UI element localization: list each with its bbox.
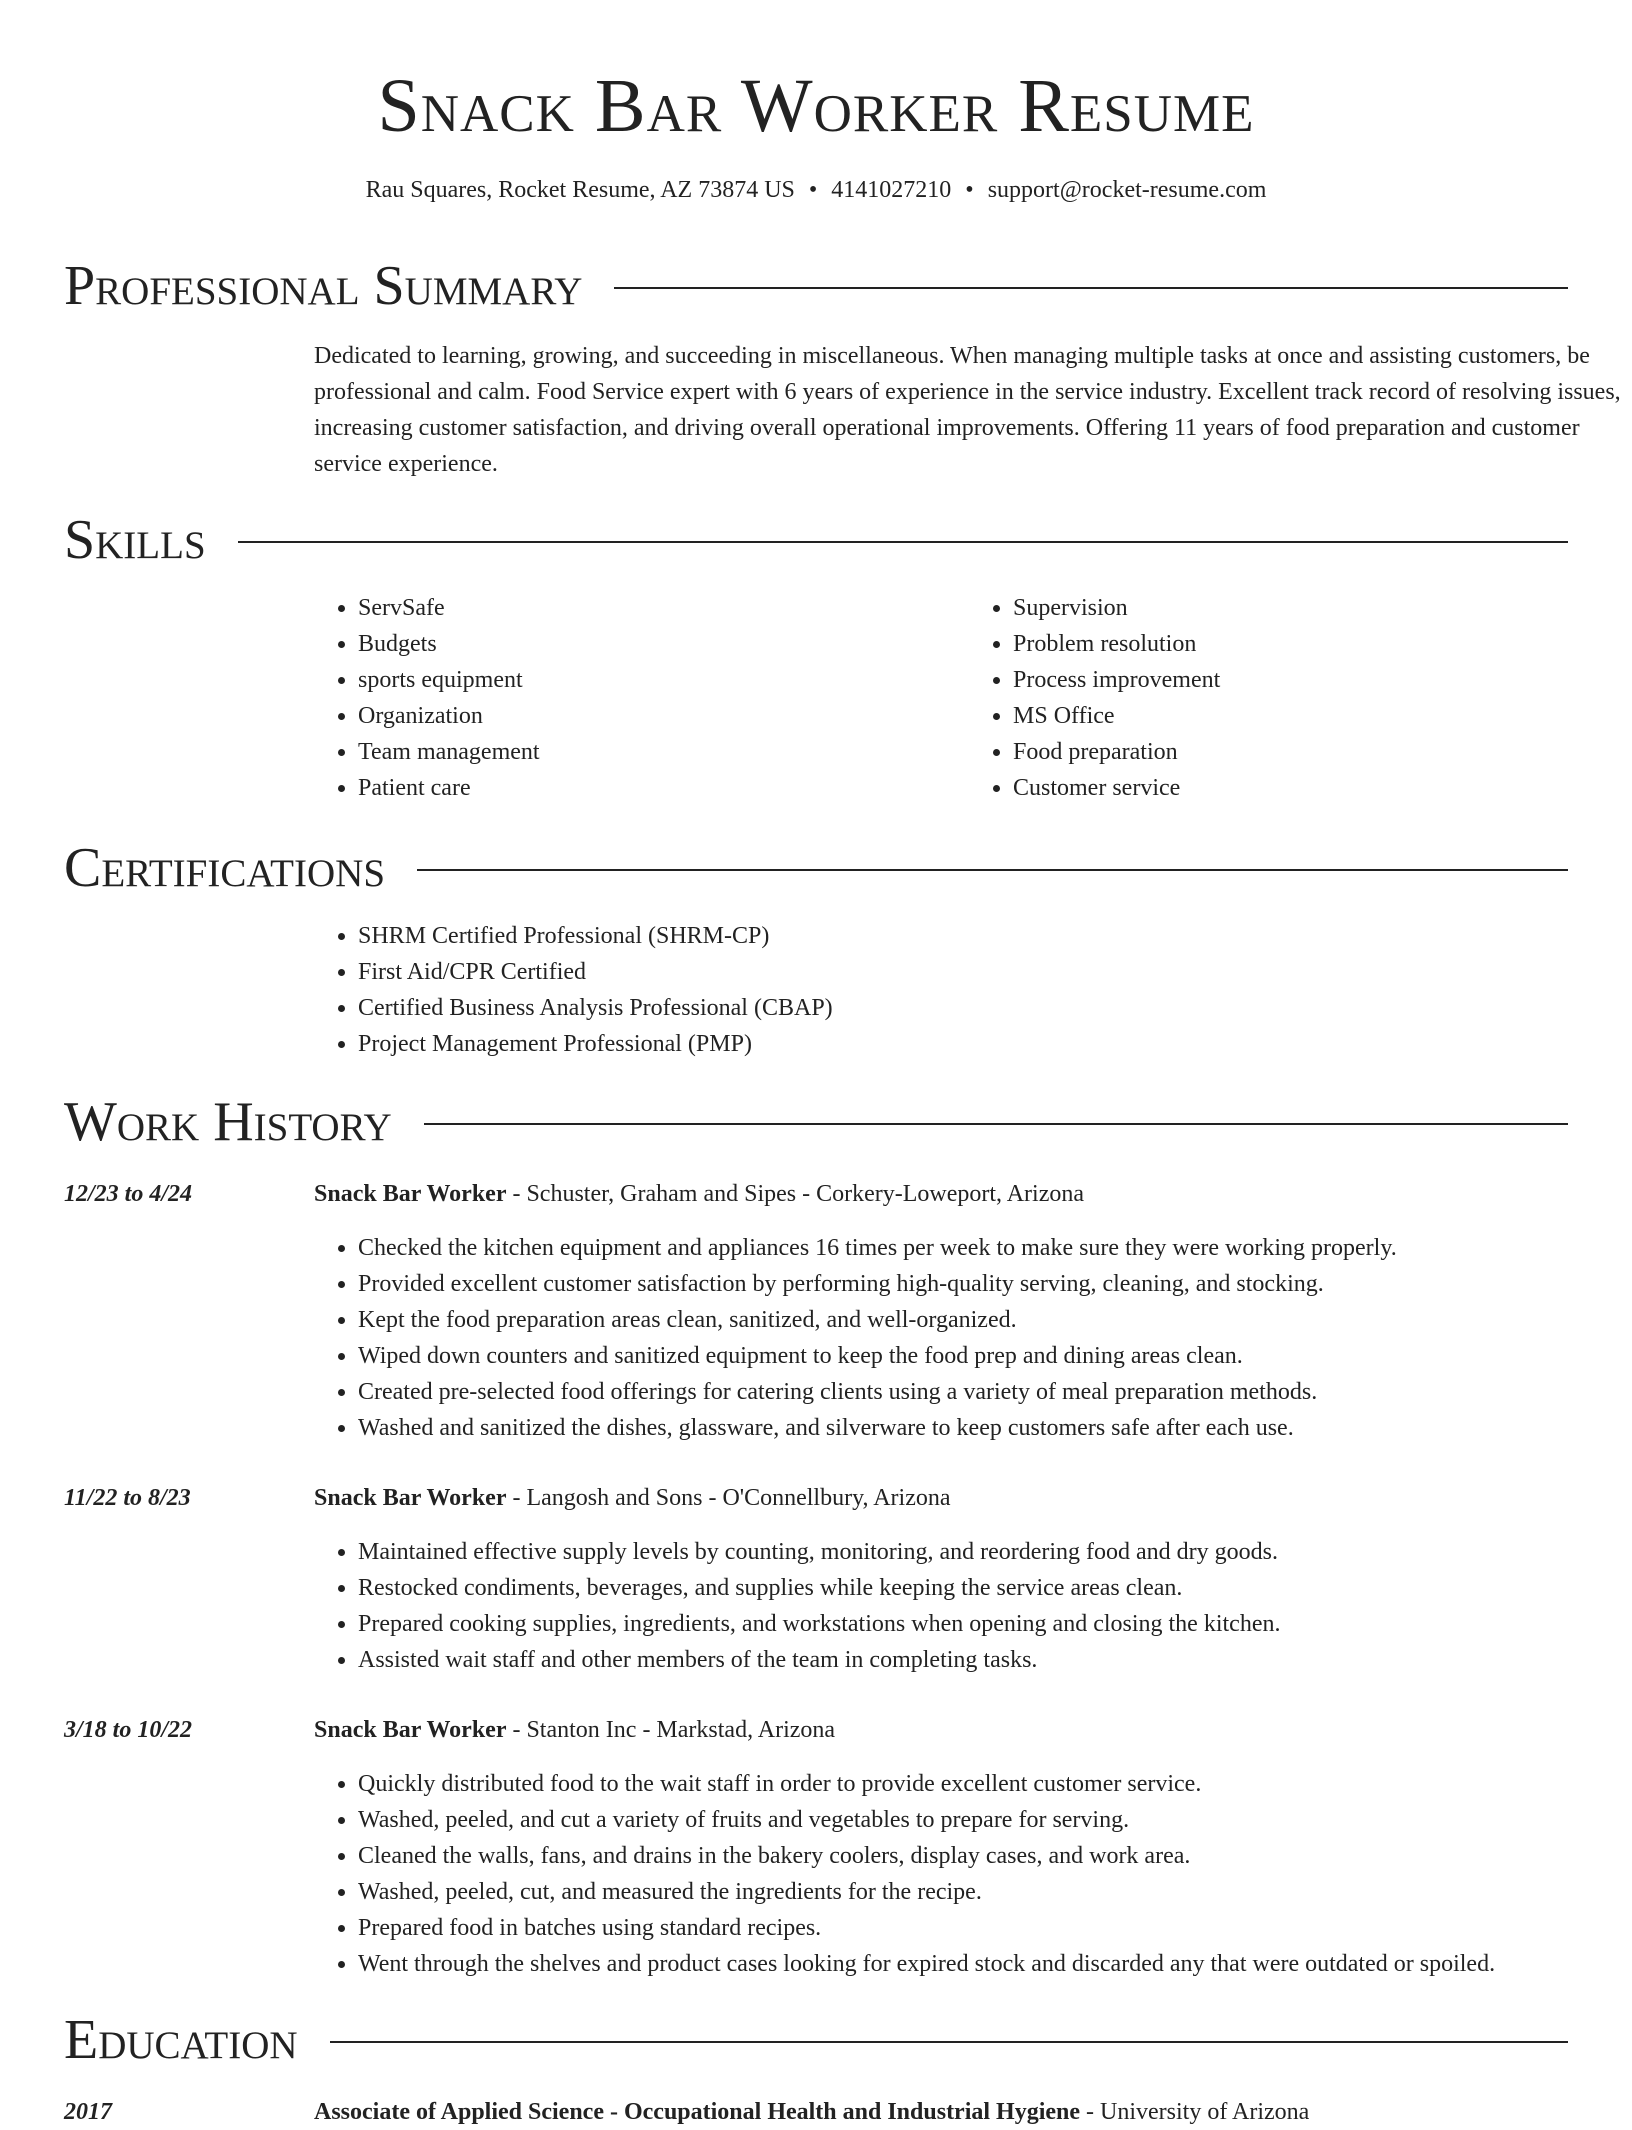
summary-text: Dedicated to learning, growing, and succeeding in miscellaneous. When managing multiple tasks at once and assisting customers, be professional and calm. Food Service expert with 6 years of experience in the service industry. Excellent track record of resolving issues, increasing customer satisfaction, and driving overall operational improvements. Offering 11 years of food preparation and customer service experience. <box>314 343 1621 477</box>
contact-line <box>0 174 1632 206</box>
address-text: Rau Squares, Rocket Resume, AZ 73874 US <box>365 177 795 203</box>
section-divider <box>424 1123 1568 1125</box>
job-employer: - Stanton Inc - Markstad, Arizona <box>506 1717 836 1743</box>
list-item: • Provided excellent customer satisfaction by performing high-quality serving, cleaning, and stocking. <box>358 1266 1618 1302</box>
section-title: Skills <box>64 509 206 571</box>
list-item: • Washed, peeled, cut, and measured the ingredients for the recipe. <box>358 1874 1618 1910</box>
job-dates: 11/22 to 8/23 <box>64 1485 191 1511</box>
job-dates: 12/23 to 4/24 <box>64 1181 193 1207</box>
list-item: • Went through the shelves and product cases looking for expired stock and discarded any that were outdated or spoiled. <box>358 1946 1618 1982</box>
list-item: • Prepared food in batches using standard recipes. <box>358 1910 1618 1946</box>
list-item: • SHRM Certified Professional (SHRM-CP) <box>358 918 1624 954</box>
section-title: Education <box>64 2009 298 2071</box>
list-item: • ServSafe <box>358 590 969 626</box>
job-role: Snack Bar Worker <box>314 1485 507 1511</box>
section-header <box>64 836 1568 900</box>
section-divider <box>614 287 1568 289</box>
skills-column-right <box>969 590 1624 806</box>
list-item: • First Aid/CPR Certified <box>358 954 1624 990</box>
education-degree: Associate of Applied Science - Occupational Health and Industrial Hygiene <box>314 2099 1081 2125</box>
education-school: - University of Arizona <box>1080 2099 1310 2125</box>
skills-section <box>64 508 1568 801</box>
resume-title: Snack Bar Worker Resume <box>377 64 1255 148</box>
job-dates: 3/18 to 10/22 <box>64 1717 193 1743</box>
list-item: • Certified Business Analysis Professional (CBAP) <box>358 990 1624 1026</box>
education-heading <box>314 2094 1309 2130</box>
list-item: • Quickly distributed food to the wait staff in order to provide excellent customer service. <box>358 1766 1618 1802</box>
list-item: • Team management <box>358 734 969 770</box>
certifications-section <box>64 836 1568 1057</box>
list-item: • Cleaned the walls, fans, and drains in the bakery coolers, display cases, and work area. <box>358 1838 1618 1874</box>
job-heading <box>314 1176 1084 1212</box>
job-bullets <box>314 1534 1618 1678</box>
list-item: • Project Management Professional (PMP) <box>358 1026 1624 1062</box>
list-item: • MS Office <box>1013 698 1624 734</box>
email-link[interactable]: support@rocket-resume.com <box>987 177 1267 203</box>
list-item: • Washed, peeled, and cut a variety of fruits and vegetables to prepare for serving. <box>358 1802 1618 1838</box>
certifications-list <box>314 918 1624 1062</box>
job-bullets <box>314 1766 1618 1982</box>
list-item: • Process improvement <box>1013 662 1624 698</box>
list-item: • Checked the kitchen equipment and appliances 16 times per week to make sure they were working properly. <box>358 1230 1618 1266</box>
list-item: • Restocked condiments, beverages, and supplies while keeping the service areas clean. <box>358 1570 1618 1606</box>
skills-column-left <box>314 590 969 806</box>
list-item: • Created pre-selected food offerings for catering clients using a variety of meal preparation methods. <box>358 1374 1618 1410</box>
job-employer: - Langosh and Sons - O'Connellbury, Arizona <box>506 1485 951 1511</box>
section-title: Professional Summary <box>64 255 583 317</box>
education-section <box>64 2008 1568 2125</box>
section-title: Certifications <box>64 837 386 899</box>
list-item: • Customer service <box>1013 770 1624 806</box>
list-item: • Prepared cooking supplies, ingredients, and workstations when opening and closing the kitchen. <box>358 1606 1618 1642</box>
bullet-separator: • <box>808 177 818 203</box>
bullet-separator: • <box>965 177 974 203</box>
list-item: • Food preparation <box>1013 734 1624 770</box>
job-role: Snack Bar Worker <box>314 1181 507 1207</box>
list-item: • sports equipment <box>358 662 969 698</box>
section-header <box>64 2008 1568 2072</box>
list-item: • Budgets <box>358 626 969 662</box>
skills-list <box>314 590 1624 806</box>
list-item: • Supervision <box>1013 590 1624 626</box>
list-item: • Kept the food preparation areas clean, sanitized, and well-organized. <box>358 1302 1618 1338</box>
job-heading <box>314 1480 951 1516</box>
section-divider <box>330 2041 1568 2043</box>
section-divider <box>238 541 1568 543</box>
phone-text: 4141027210 <box>831 177 952 203</box>
list-item: • Organization <box>358 698 969 734</box>
job-role: Snack Bar Worker <box>314 1717 507 1743</box>
job-heading <box>314 1712 835 1748</box>
list-item: • Problem resolution <box>1013 626 1624 662</box>
section-title: Work History <box>64 1091 392 1153</box>
work-history-section <box>64 1090 1568 1977</box>
list-item: • Maintained effective supply levels by counting, monitoring, and reordering food and dry goods. <box>358 1534 1618 1570</box>
job-employer: - Schuster, Graham and Sipes - Corkery-Loweport, Arizona <box>506 1181 1085 1207</box>
section-header <box>64 254 1568 318</box>
list-item: • Assisted wait staff and other members of the team in completing tasks. <box>358 1642 1618 1678</box>
list-item: • Washed and sanitized the dishes, glassware, and silverware to keep customers safe after each use. <box>358 1410 1618 1446</box>
section-divider <box>417 869 1568 871</box>
list-item: • Wiped down counters and sanitized equipment to keep the food prep and dining areas clean. <box>358 1338 1618 1374</box>
summary-section <box>64 254 1621 477</box>
section-header <box>64 1090 1568 1154</box>
certifications-items <box>314 918 1624 1062</box>
list-item: • Patient care <box>358 770 969 806</box>
job-bullets <box>314 1230 1618 1446</box>
education-year: 2017 <box>64 2099 112 2125</box>
section-header <box>64 508 1568 572</box>
